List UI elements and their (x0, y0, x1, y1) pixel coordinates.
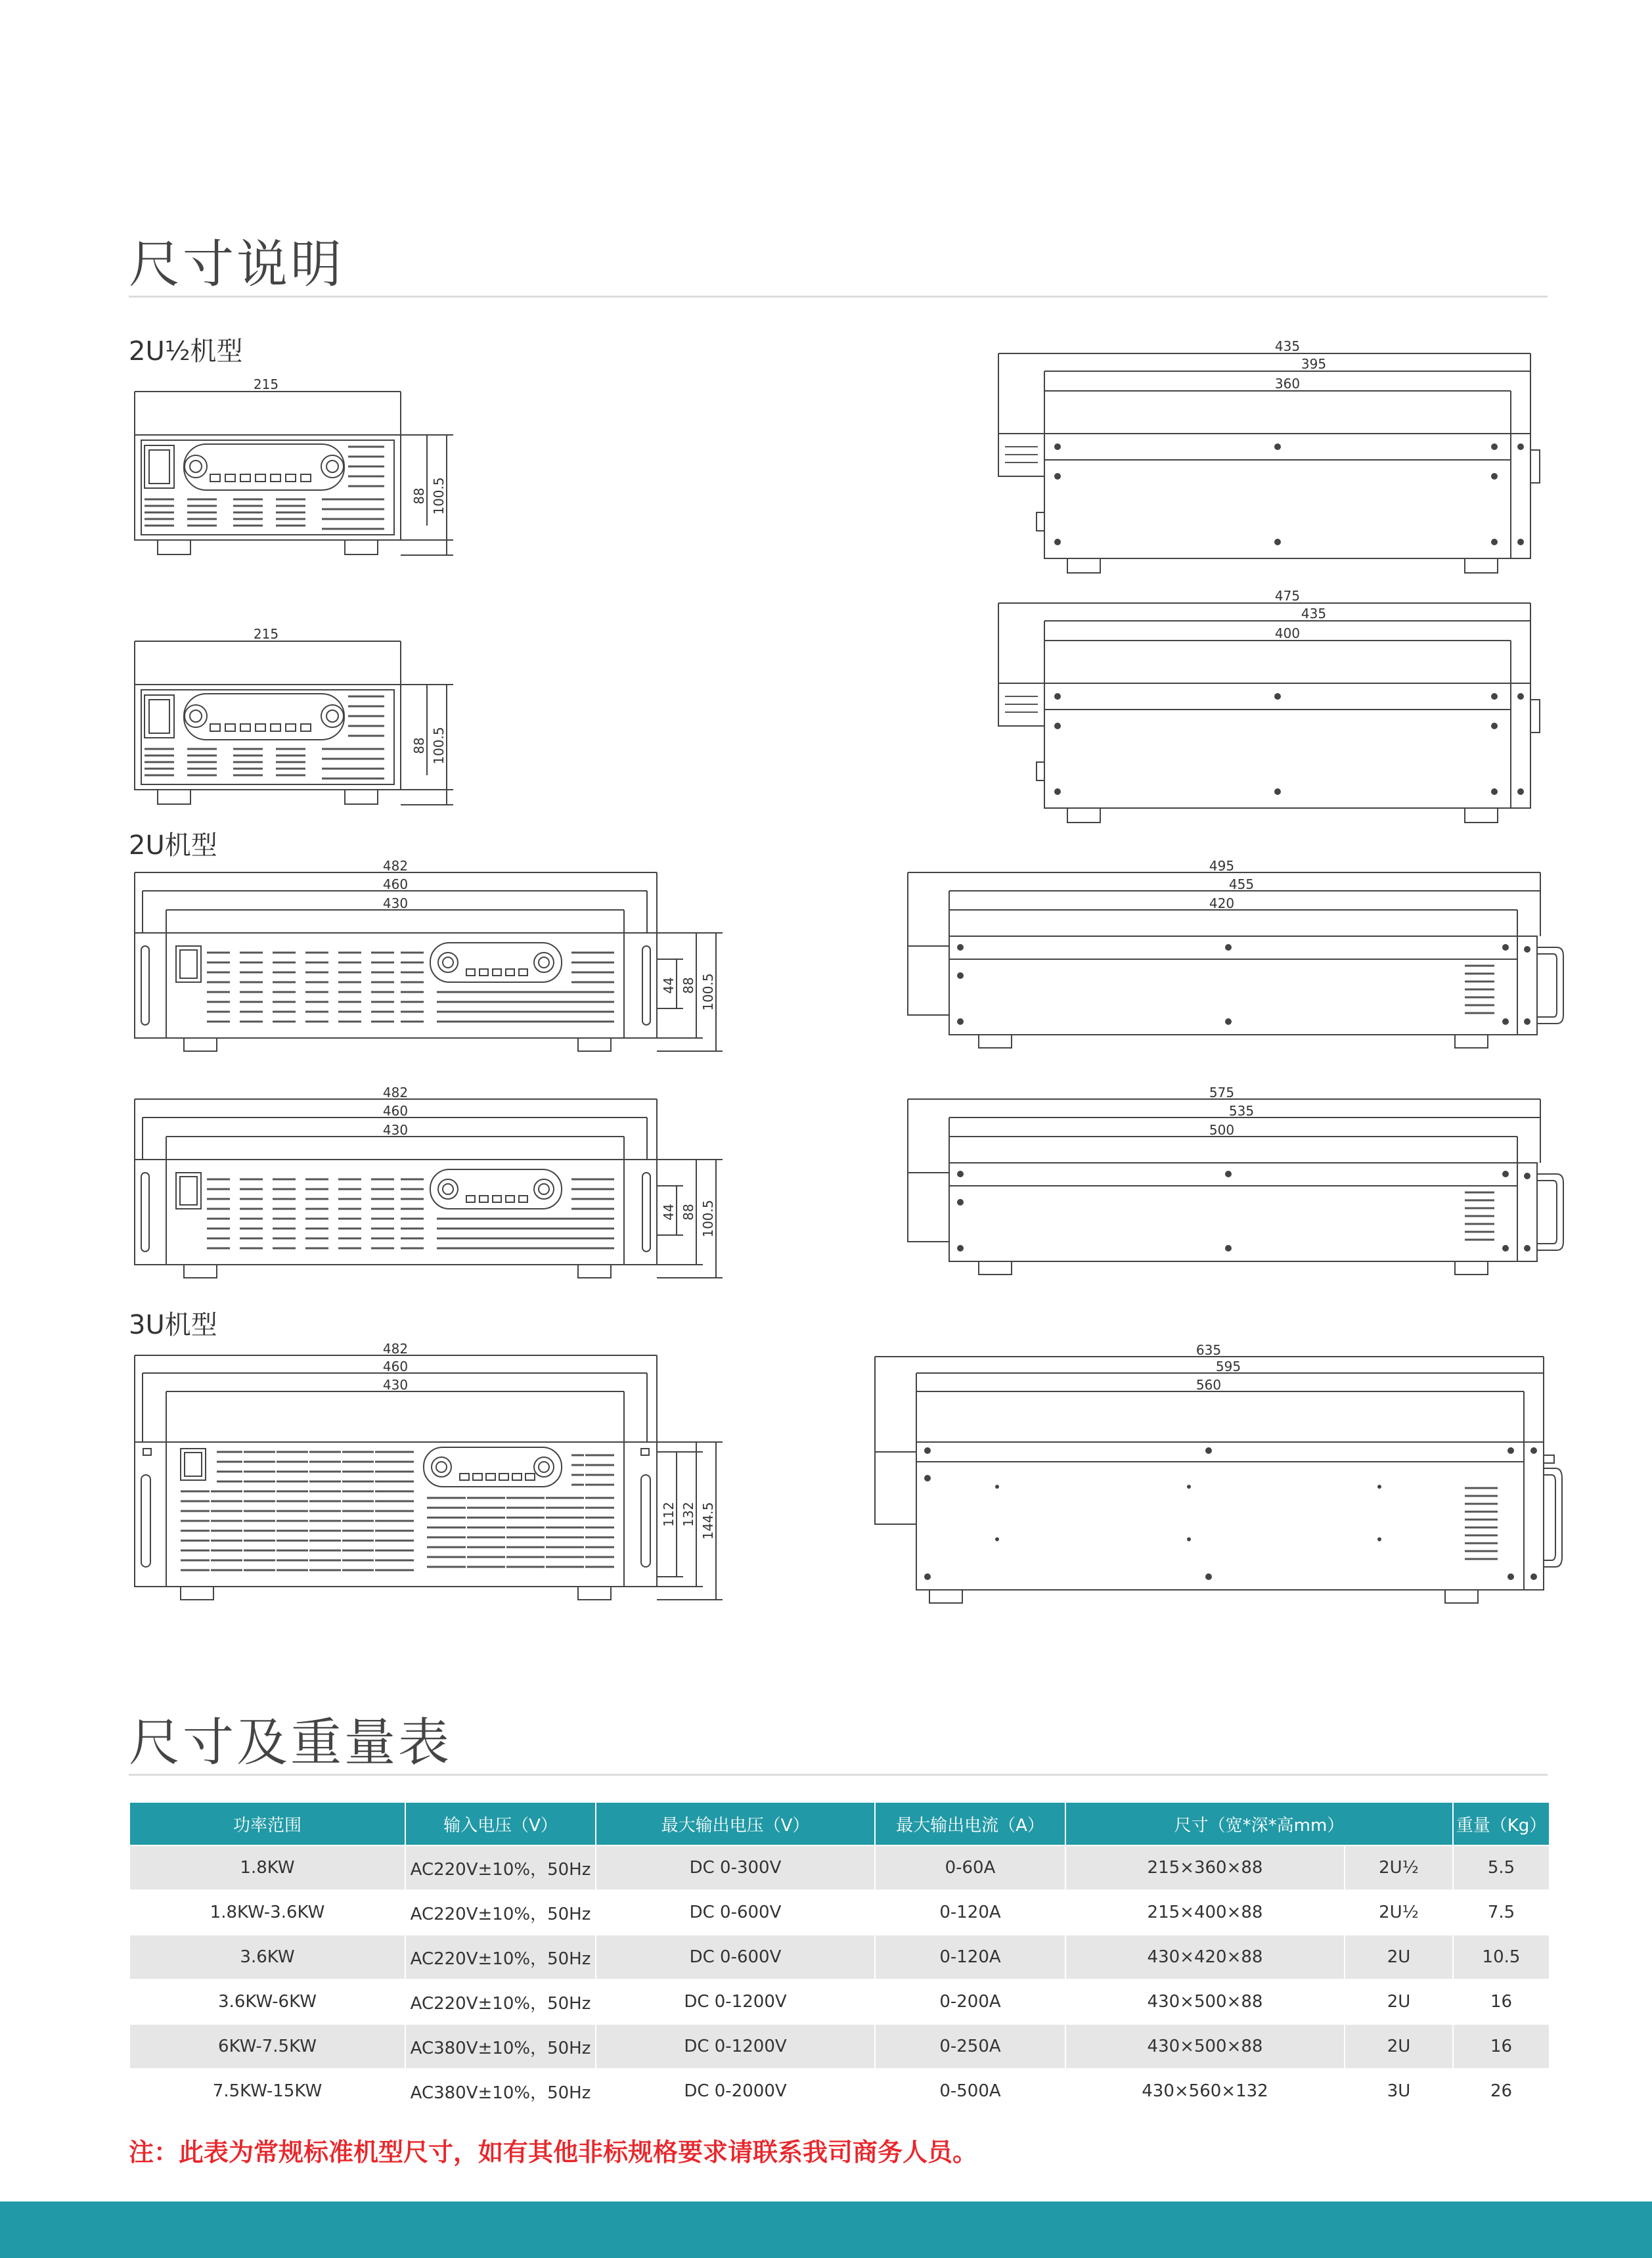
svg-text:360: 360 (1274, 376, 1301, 392)
side-view-2u-1 (900, 858, 1563, 1058)
cell: 2U (1345, 1935, 1453, 1979)
svg-text:460: 460 (382, 1359, 409, 1374)
cell: 10.5 (1453, 1935, 1550, 1979)
svg-text:460: 460 (382, 1103, 409, 1119)
cell: 430×500×88 (1065, 2024, 1345, 2069)
cell: AC220V±10%，50Hz (405, 1845, 596, 1890)
table-row (129, 1979, 1550, 2024)
side-view-3u (867, 1344, 1563, 1606)
svg-text:595: 595 (1215, 1359, 1241, 1374)
front-view-2u-half-1 (125, 374, 466, 565)
svg-text:100.5: 100.5 (700, 1200, 716, 1238)
svg-text:88: 88 (681, 1204, 696, 1221)
section-divider (129, 296, 1548, 298)
cell: 7.5KW-15KW (129, 2069, 405, 2113)
front-view-2u-1 (125, 858, 749, 1058)
table-row (129, 1935, 1550, 1979)
svg-text:44: 44 (661, 977, 677, 994)
svg-text:88: 88 (411, 737, 427, 754)
cell: DC 0-600V (596, 1935, 875, 1979)
cell: DC 0-2000V (596, 2069, 875, 2113)
header-dimensions: 尺寸（宽*深*高mm） (1065, 1802, 1453, 1845)
svg-text:144.5: 144.5 (700, 1502, 716, 1540)
table-row (129, 2024, 1550, 2069)
cell: 0-60A (875, 1845, 1065, 1890)
svg-text:100.5: 100.5 (431, 477, 447, 515)
side-view-2u-2 (900, 1087, 1563, 1284)
header-power-range: 功率范围 (129, 1802, 405, 1845)
svg-text:482: 482 (382, 1341, 409, 1357)
cell: 430×500×88 (1065, 1979, 1345, 2024)
cell: DC 0-600V (596, 1890, 875, 1935)
cell: 7.5 (1453, 1890, 1550, 1935)
size-weight-table (129, 1801, 1550, 2114)
svg-text:575: 575 (1209, 1085, 1235, 1100)
svg-text:495: 495 (1209, 858, 1235, 874)
cell: 26 (1453, 2069, 1550, 2113)
svg-text:460: 460 (382, 876, 409, 892)
svg-text:100.5: 100.5 (700, 973, 716, 1011)
svg-text:500: 500 (1209, 1122, 1235, 1138)
table-row (129, 2069, 1550, 2113)
svg-text:88: 88 (681, 977, 696, 994)
cell: AC220V±10%，50Hz (405, 1890, 596, 1935)
svg-text:88: 88 (411, 487, 427, 505)
cell: DC 0-300V (596, 1845, 875, 1890)
front-view-2u-half-2 (125, 624, 466, 815)
cell: AC380V±10%，50Hz (405, 2069, 596, 2113)
svg-text:420: 420 (1209, 895, 1235, 911)
side-view-2u-half-1 (985, 338, 1563, 565)
cell: 1.8KW-3.6KW (129, 1890, 405, 1935)
svg-text:44: 44 (661, 1204, 677, 1221)
footer-band (0, 2202, 1652, 2258)
svg-text:215: 215 (253, 626, 279, 642)
section-title-size-weight-table: 尺寸及重量表 (129, 1713, 453, 1773)
svg-text:560: 560 (1195, 1377, 1222, 1393)
cell: DC 0-1200V (596, 1979, 875, 2024)
svg-text:475: 475 (1274, 588, 1301, 604)
svg-text:215: 215 (253, 376, 279, 392)
group-label-2u-half: 2U½机型 (129, 336, 243, 367)
cell: 5.5 (1453, 1845, 1550, 1890)
cell: 3.6KW (129, 1935, 405, 1979)
cell: 6KW-7.5KW (129, 2024, 405, 2069)
cell: 0-250A (875, 2024, 1065, 2069)
svg-text:482: 482 (382, 858, 409, 874)
cell: 1.8KW (129, 1845, 405, 1890)
svg-text:112: 112 (661, 1501, 677, 1527)
cell: 16 (1453, 2024, 1550, 2069)
cell: 215×400×88 (1065, 1890, 1345, 1935)
svg-text:100.5: 100.5 (431, 727, 447, 765)
footnote: 注：此表为常规标准机型尺寸，如有其他非标规格要求请联系我司商务人员。 (129, 2138, 978, 2167)
table-row (129, 1890, 1550, 1935)
svg-text:635: 635 (1195, 1342, 1222, 1358)
svg-text:400: 400 (1274, 625, 1301, 641)
group-label-3u: 3U机型 (129, 1310, 217, 1340)
cell: 0-120A (875, 1935, 1065, 1979)
cell: 16 (1453, 1979, 1550, 2024)
cell: 215×360×88 (1065, 1845, 1345, 1890)
section-title-dimensions: 尺寸说明 (129, 235, 345, 294)
front-view-2u-2 (125, 1087, 749, 1284)
cell: AC220V±10%，50Hz (405, 1935, 596, 1979)
table-header-row (129, 1802, 1550, 1845)
svg-text:455: 455 (1228, 876, 1255, 892)
cell: AC220V±10%，50Hz (405, 1979, 596, 2024)
svg-text:430: 430 (382, 895, 409, 911)
header-weight: 重量（Kg） (1453, 1802, 1550, 1845)
cell: 2U (1345, 2024, 1453, 2069)
cell: DC 0-1200V (596, 2024, 875, 2069)
cell: 430×420×88 (1065, 1935, 1345, 1979)
svg-text:535: 535 (1228, 1103, 1255, 1119)
cell: 2U½ (1345, 1890, 1453, 1935)
cell: 2U½ (1345, 1845, 1453, 1890)
cell: 0-120A (875, 1890, 1065, 1935)
svg-text:395: 395 (1301, 356, 1327, 372)
cell: 430×560×132 (1065, 2069, 1345, 2113)
cell: 3U (1345, 2069, 1453, 2113)
svg-text:482: 482 (382, 1085, 409, 1100)
cell: 0-200A (875, 1979, 1065, 2024)
header-input-voltage: 输入电压（V） (405, 1802, 596, 1845)
cell: 2U (1345, 1979, 1453, 2024)
table-row (129, 1845, 1550, 1890)
header-max-output-current: 最大输出电流（A） (875, 1802, 1065, 1845)
svg-text:435: 435 (1301, 606, 1327, 621)
group-label-2u: 2U机型 (129, 830, 217, 861)
svg-text:430: 430 (382, 1377, 409, 1393)
svg-text:132: 132 (681, 1501, 696, 1527)
side-view-2u-half-2 (985, 588, 1563, 815)
header-max-output-voltage: 最大输出电压（V） (596, 1802, 875, 1845)
svg-text:430: 430 (382, 1122, 409, 1138)
front-view-3u (125, 1341, 749, 1606)
svg-text:435: 435 (1274, 338, 1301, 354)
section-divider (129, 1774, 1548, 1776)
cell: AC380V±10%，50Hz (405, 2024, 596, 2069)
cell: 3.6KW-6KW (129, 1979, 405, 2024)
cell: 0-500A (875, 2069, 1065, 2113)
